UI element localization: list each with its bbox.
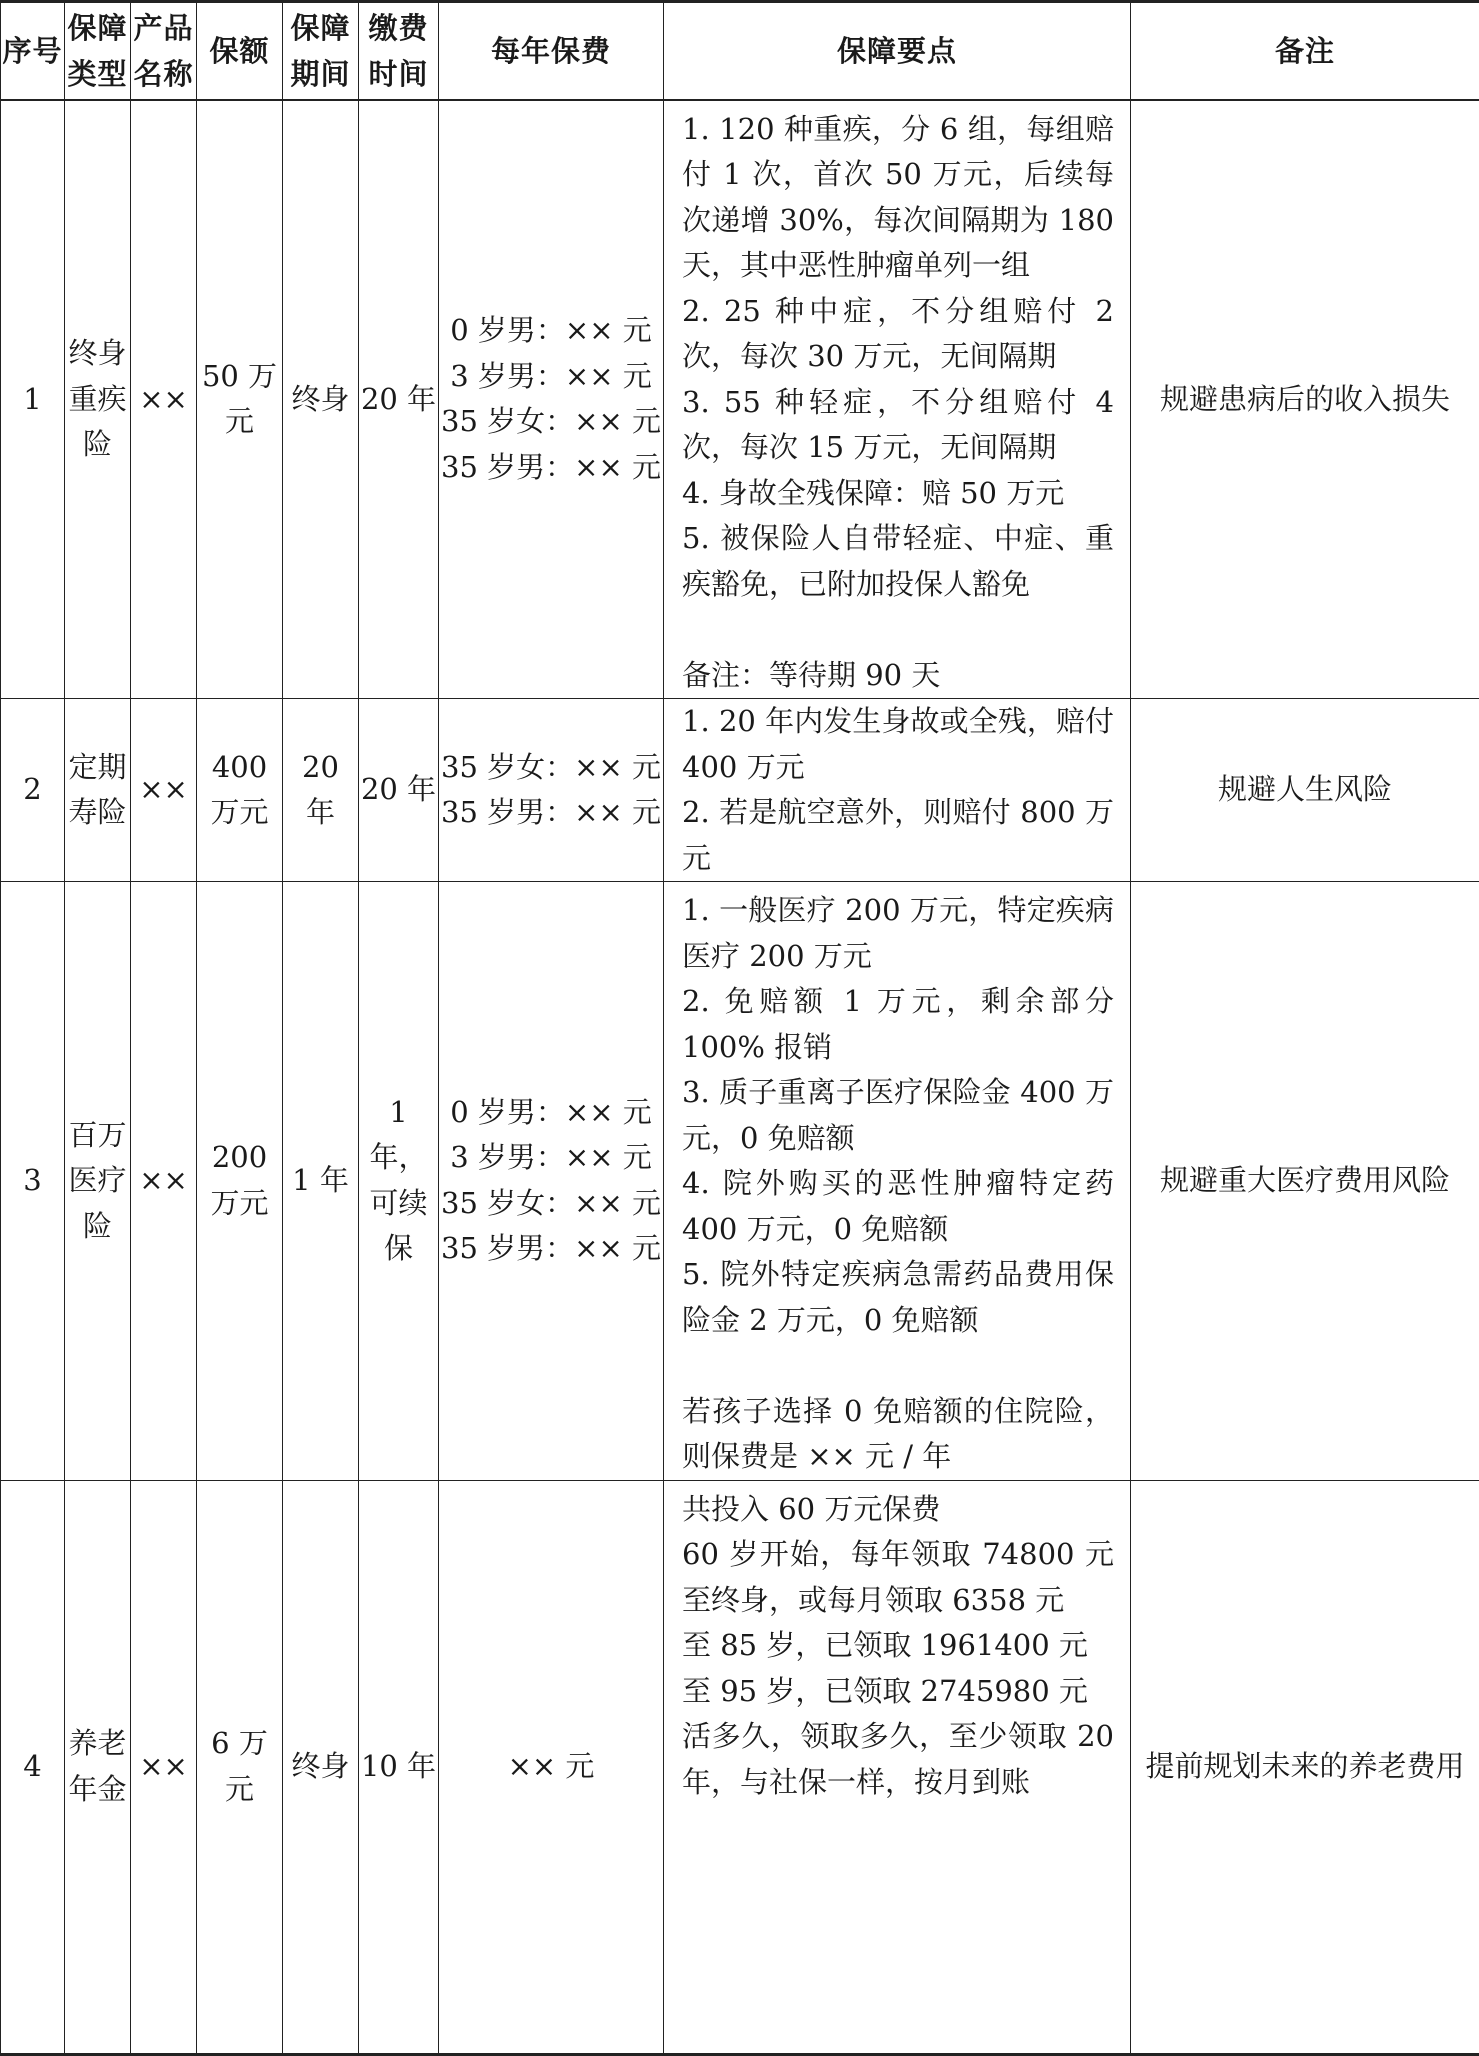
points-line: 2. 免赔额 1 万元，剩余部分 100% 报销 — [682, 979, 1114, 1070]
table-row — [1, 882, 1479, 1481]
cell-period: 20 年 — [283, 699, 359, 882]
cell-note: 提前规划未来的养老费用 — [1131, 1480, 1479, 2054]
table-body — [1, 100, 1479, 2055]
cell-points — [664, 882, 1131, 1481]
cell-points — [664, 1480, 1131, 2054]
cell-period: 1 年 — [283, 882, 359, 1481]
cell-payment: 20 年 — [359, 100, 439, 699]
points-line: 共投入 60 万元保费 — [682, 1487, 1114, 1533]
premium-line: 35 岁男：×× 元 — [439, 1226, 663, 1272]
cell-premium — [439, 699, 664, 882]
cell-product: ×× — [131, 699, 197, 882]
cell-premium — [439, 882, 664, 1481]
points-line: 备注：等待期 90 天 — [682, 653, 1114, 699]
points-line: 60 岁开始，每年领取 74800 元至终身，或每月领取 6358 元 — [682, 1532, 1114, 1623]
points-line: 2. 若是航空意外，则赔付 800 万元 — [682, 790, 1114, 881]
cell-payment: 1 年，可续保 — [359, 882, 439, 1481]
header-premium: 每年保费 — [439, 2, 664, 100]
points-line: 4. 院外购买的恶性肿瘤特定药 400 万元，0 免赔额 — [682, 1161, 1114, 1252]
cell-type: 百万医疗险 — [65, 882, 131, 1481]
points-spacer — [682, 1343, 1114, 1389]
premium-line: 35 岁女：×× 元 — [439, 399, 663, 445]
cell-payment: 10 年 — [359, 1480, 439, 2054]
points-line: 1. 120 种重疾，分 6 组，每组赔付 1 次，首次 50 万元，后续每次递增 30%，每次间隔期为 180 天，其中恶性肿瘤单列一组 — [682, 107, 1114, 289]
points-line: 2. 25 种中症，不分组赔付 2 次，每次 30 万元，无间隔期 — [682, 289, 1114, 380]
header-row — [1, 2, 1479, 100]
cell-product: ×× — [131, 1480, 197, 2054]
premium-line: 35 岁男：×× 元 — [439, 790, 663, 836]
points-line: 活多久，领取多久，至少领取 20 年，与社保一样，按月到账 — [682, 1714, 1114, 1805]
points-line: 至 85 岁，已领取 1961400 元 — [682, 1623, 1114, 1669]
cell-type: 养老年金 — [65, 1480, 131, 2054]
points-line: 3. 质子重离子医疗保险金 400 万元，0 免赔额 — [682, 1070, 1114, 1161]
cell-premium — [439, 1480, 664, 2054]
cell-premium — [439, 100, 664, 699]
table-row — [1, 1480, 1479, 2054]
premium-line: 3 岁男：×× 元 — [439, 354, 663, 400]
cell-note: 规避患病后的收入损失 — [1131, 100, 1479, 699]
cell-payment: 20 年 — [359, 699, 439, 882]
header-type: 保障类型 — [65, 2, 131, 100]
cell-type: 定期寿险 — [65, 699, 131, 882]
premium-line: 35 岁女：×× 元 — [439, 745, 663, 791]
cell-amount: 200 万元 — [197, 882, 283, 1481]
cell-period: 终身 — [283, 1480, 359, 2054]
header-seq: 序号 — [1, 2, 65, 100]
points-line: 1. 一般医疗 200 万元，特定疾病医疗 200 万元 — [682, 888, 1114, 979]
premium-line: ×× 元 — [439, 1744, 663, 1790]
header-payment: 缴费时间 — [359, 2, 439, 100]
points-line: 若孩子选择 0 免赔额的住院险，则保费是 ×× 元 / 年 — [682, 1389, 1114, 1480]
cell-type: 终身重疾险 — [65, 100, 131, 699]
cell-seq: 4 — [1, 1480, 65, 2054]
points-line: 5. 院外特定疾病急需药品费用保险金 2 万元，0 免赔额 — [682, 1252, 1114, 1343]
cell-product: ×× — [131, 100, 197, 699]
cell-seq: 1 — [1, 100, 65, 699]
header-product: 产品名称 — [131, 2, 197, 100]
cell-note: 规避人生风险 — [1131, 699, 1479, 882]
header-amount: 保额 — [197, 2, 283, 100]
cell-note: 规避重大医疗费用风险 — [1131, 882, 1479, 1481]
table-row — [1, 699, 1479, 882]
points-spacer — [682, 607, 1114, 653]
header-note: 备注 — [1131, 2, 1479, 100]
cell-product: ×× — [131, 882, 197, 1481]
premium-line: 0 岁男：×× 元 — [439, 1090, 663, 1136]
cell-period: 终身 — [283, 100, 359, 699]
premium-line: 0 岁男：×× 元 — [439, 308, 663, 354]
premium-line: 35 岁女：×× 元 — [439, 1181, 663, 1227]
cell-amount: 400 万元 — [197, 699, 283, 882]
points-line: 至 95 岁，已领取 2745980 元 — [682, 1669, 1114, 1715]
points-line: 5. 被保险人自带轻症、中症、重疾豁免，已附加投保人豁免 — [682, 516, 1114, 607]
premium-line: 3 岁男：×× 元 — [439, 1135, 663, 1181]
header-period: 保障期间 — [283, 2, 359, 100]
premium-line: 35 岁男：×× 元 — [439, 445, 663, 491]
points-line: 3. 55 种轻症，不分组赔付 4 次，每次 15 万元，无间隔期 — [682, 380, 1114, 471]
cell-seq: 2 — [1, 699, 65, 882]
points-line: 1. 20 年内发生身故或全残，赔付 400 万元 — [682, 699, 1114, 790]
header-points: 保障要点 — [664, 2, 1131, 100]
cell-points — [664, 100, 1131, 699]
points-line: 4. 身故全残保障：赔 50 万元 — [682, 471, 1114, 517]
cell-seq: 3 — [1, 882, 65, 1481]
cell-amount: 6 万元 — [197, 1480, 283, 2054]
table-row — [1, 100, 1479, 699]
cell-amount: 50 万元 — [197, 100, 283, 699]
cell-points — [664, 699, 1131, 882]
